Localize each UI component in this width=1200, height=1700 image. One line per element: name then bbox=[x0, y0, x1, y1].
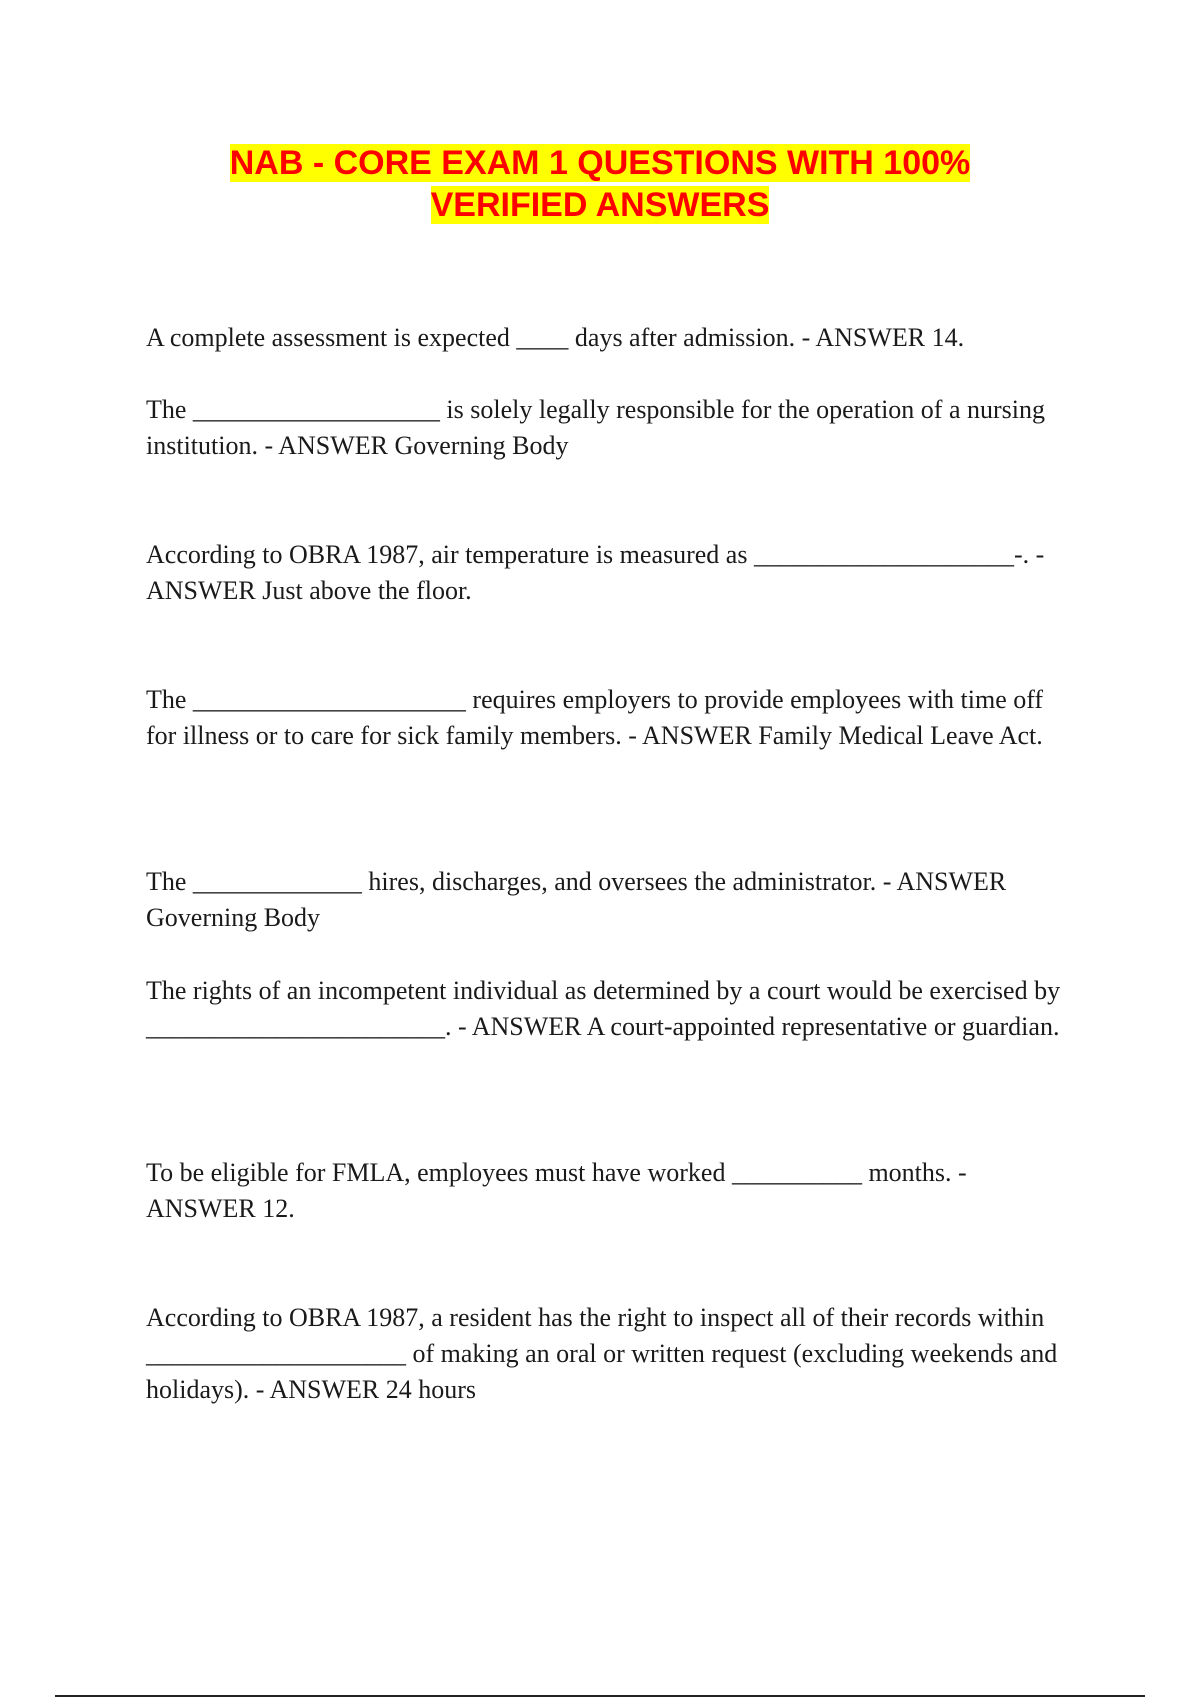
qa-item-1: A complete assessment is expected ____ days after admission. - ANSWER 14. bbox=[146, 323, 965, 352]
page-title bbox=[100, 142, 1100, 226]
qa-item-7: To be eligible for FMLA, employees must have worked __________ months. - ANSWER 12. bbox=[146, 1158, 967, 1223]
qa-item-3: According to OBRA 1987, air temperature is measured as ____________________-. - ANSWER Just above the floor. bbox=[146, 540, 1045, 605]
title-line-2: VERIFIED ANSWERS bbox=[430, 186, 770, 224]
qa-item-2: The ___________________ is solely legally responsible for the operation of a nursing institution. - ANSWER Governing Body bbox=[146, 395, 1046, 460]
title-line-1: NAB - CORE EXAM 1 QUESTIONS WITH 100% bbox=[229, 144, 971, 182]
qa-item-8: According to OBRA 1987, a resident has the right to inspect all of their records within ____________________ of making an oral or written request (excluding weekends and holidays). - ANSWER 24 hours bbox=[146, 1303, 1058, 1404]
page-bottom-divider bbox=[55, 1695, 1145, 1697]
qa-item-5: The _____________ hires, discharges, and oversees the administrator. - ANSWER Governing Body bbox=[146, 867, 1007, 932]
qa-item-4: The _____________________ requires employers to provide employees with time off for illness or to care for sick family members. - ANSWER Family Medical Leave Act. bbox=[146, 685, 1044, 750]
qa-item-6: The rights of an incompetent individual as determined by a court would be exercised by _______________________. - ANSWER A court-appointed representative or guardian. bbox=[146, 976, 1061, 1041]
